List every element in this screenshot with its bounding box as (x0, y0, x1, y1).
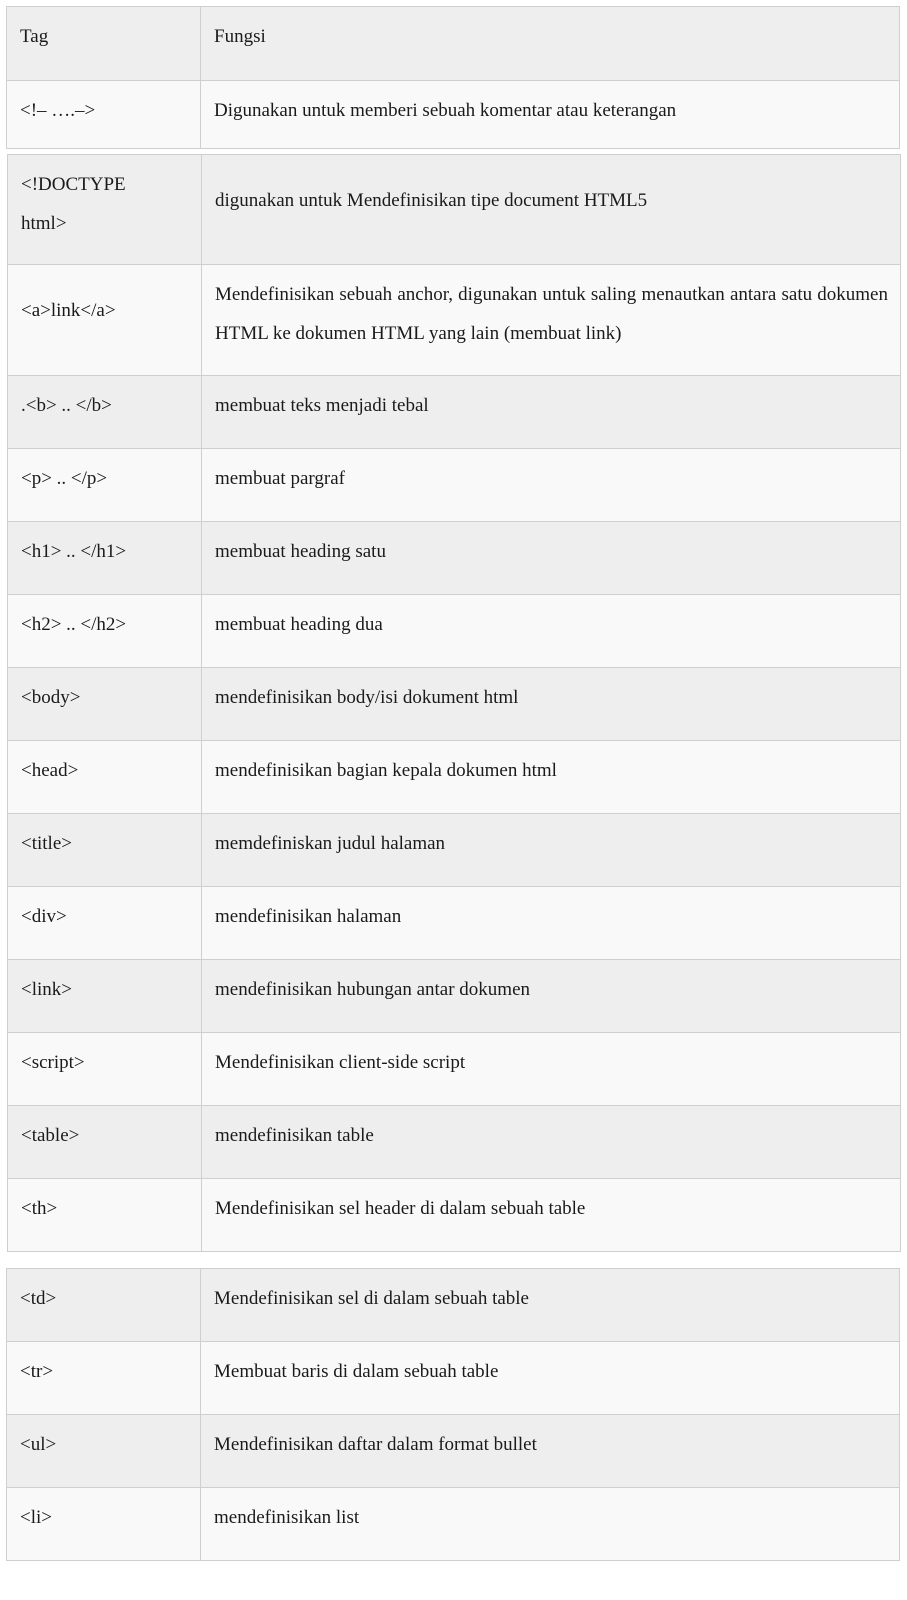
function-cell: Mendefinisikan sel header di dalam sebuah table (202, 1179, 901, 1252)
table-row (8, 155, 901, 265)
tag-cell: <td> (7, 1269, 201, 1342)
table-row (8, 741, 901, 814)
tag-cell: <script> (8, 1033, 202, 1106)
tag-cell: <tr> (7, 1342, 201, 1415)
tag-cell: <link> (8, 960, 202, 1033)
tag-cell: <body> (8, 668, 202, 741)
table-row (7, 1415, 900, 1488)
function-cell: Mendefinisikan sel di dalam sebuah table (201, 1269, 900, 1342)
tag-table-segment-2 (7, 154, 901, 1252)
function-cell: membuat teks menjadi tebal (202, 376, 901, 449)
table-row (8, 960, 901, 1033)
tag-table-segment-3 (6, 1268, 900, 1561)
table-row (8, 449, 901, 522)
function-cell: Digunakan untuk memberi sebuah komentar atau keterangan (201, 81, 900, 149)
function-cell: Membuat baris di dalam sebuah table (201, 1342, 900, 1415)
table-row (8, 522, 901, 595)
column-header-tag: Tag (7, 7, 201, 81)
table-row (7, 1269, 900, 1342)
tag-cell: <!– ….–> (7, 81, 201, 149)
table-row (8, 887, 901, 960)
table-row (8, 668, 901, 741)
table-row (7, 81, 900, 149)
tag-cell: <li> (7, 1488, 201, 1561)
function-cell: digunakan untuk Mendefinisikan tipe document HTML5 (202, 155, 901, 265)
function-cell: membuat heading satu (202, 522, 901, 595)
tag-cell: <h1> .. </h1> (8, 522, 202, 595)
tag-cell: <a>link</a> (8, 265, 202, 376)
table-row (8, 265, 901, 376)
table-row (7, 1342, 900, 1415)
tag-cell: <div> (8, 887, 202, 960)
function-cell: Mendefinisikan client-side script (202, 1033, 901, 1106)
table-row (8, 814, 901, 887)
function-cell: mendefinisikan table (202, 1106, 901, 1179)
table-row (7, 1488, 900, 1561)
function-cell: Mendefinisikan sebuah anchor, digunakan untuk saling menautkan antara satu dokumen HTML ke dokumen HTML yang lain (membuat link) (202, 265, 901, 376)
table-row (8, 1179, 901, 1252)
table-header-row (7, 7, 900, 81)
tag-cell: <h2> .. </h2> (8, 595, 202, 668)
function-cell: mendefinisikan hubungan antar dokumen (202, 960, 901, 1033)
function-cell: mendefinisikan bagian kepala dokumen html (202, 741, 901, 814)
table-row (8, 376, 901, 449)
function-cell: membuat heading dua (202, 595, 901, 668)
function-cell: mendefinisikan body/isi dokument html (202, 668, 901, 741)
tag-cell: <!DOCTYPE html> (8, 155, 202, 265)
tag-cell: .<b> .. </b> (8, 376, 202, 449)
function-cell: memdefiniskan judul halaman (202, 814, 901, 887)
function-cell: Mendefinisikan daftar dalam format bullet (201, 1415, 900, 1488)
function-cell: mendefinisikan list (201, 1488, 900, 1561)
tag-cell: <th> (8, 1179, 202, 1252)
table-row (8, 1033, 901, 1106)
tag-cell: <ul> (7, 1415, 201, 1488)
tag-table-segment-1 (6, 6, 900, 149)
column-header-function: Fungsi (201, 7, 900, 81)
tag-cell: <table> (8, 1106, 202, 1179)
function-cell: membuat pargraf (202, 449, 901, 522)
table-row (8, 1106, 901, 1179)
tag-cell: <p> .. </p> (8, 449, 202, 522)
tag-cell: <head> (8, 741, 202, 814)
tag-cell: <title> (8, 814, 202, 887)
function-cell: mendefinisikan halaman (202, 887, 901, 960)
table-row (8, 595, 901, 668)
